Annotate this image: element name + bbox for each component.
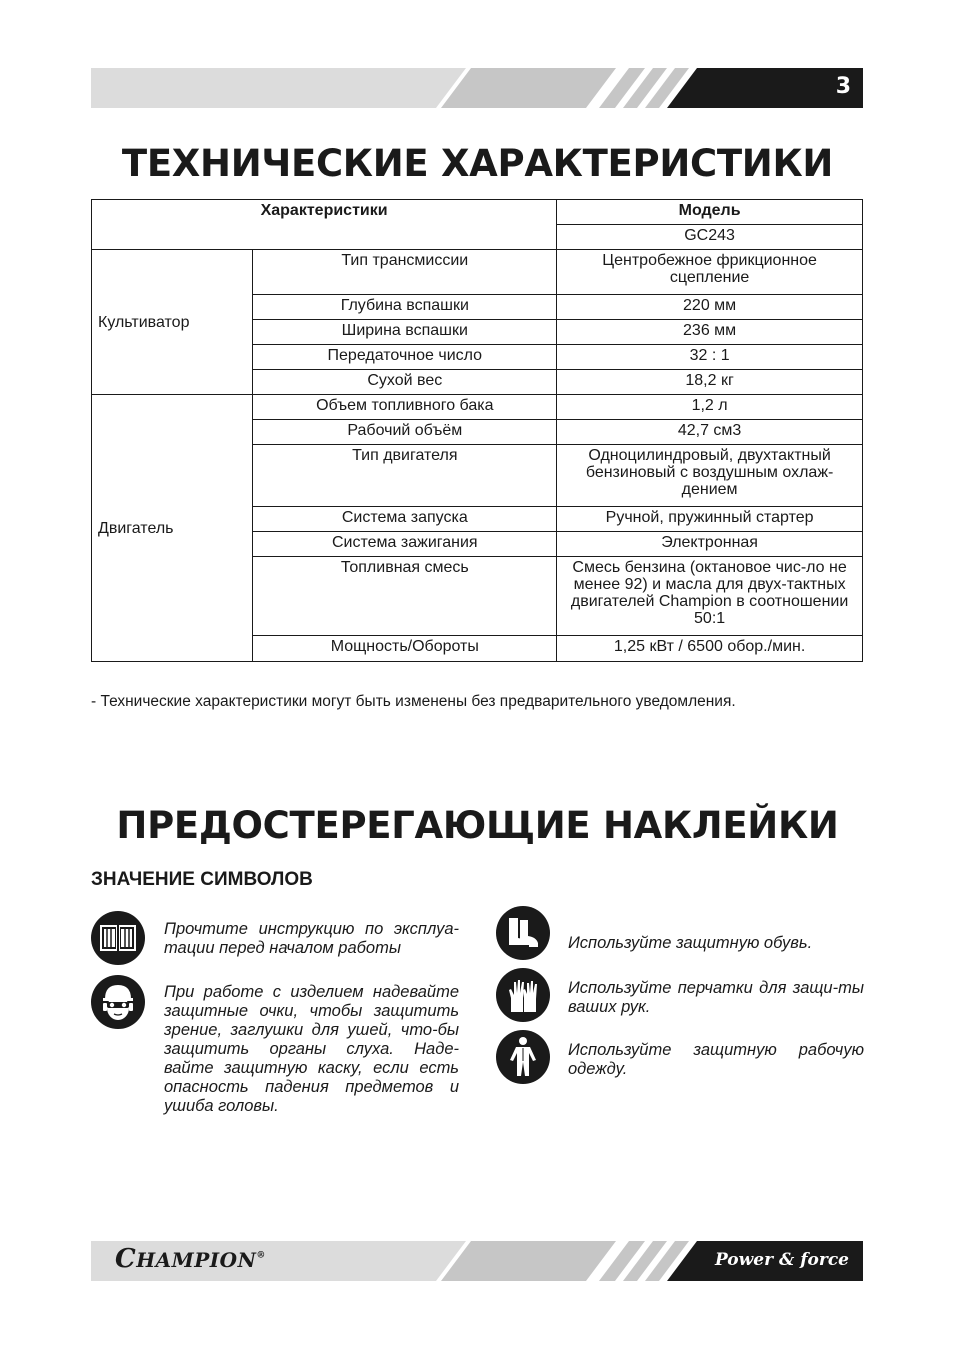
value-cell: Электронная <box>557 532 863 557</box>
value-cell: Смесь бензина (октановое чис-ло не менее 92) и масла для двух-тактных двигателей Champion в соотношении 50:1 <box>557 557 863 636</box>
footer-slogan: Power & force <box>714 1250 849 1270</box>
symbol-item <box>496 968 864 1028</box>
param-cell: Система зажигания <box>253 532 557 557</box>
section-title-stickers: ПРЕДОСТЕРЕГАЮЩИЕ НАКЛЕЙКИ <box>116 804 839 847</box>
group-cultivator: Культиватор <box>92 250 253 395</box>
param-cell: Объем топливного бака <box>253 395 557 420</box>
page-number: 3 <box>835 74 851 99</box>
model-name: GC243 <box>557 225 863 250</box>
param-cell: Рабочий объём <box>253 420 557 445</box>
work-clothes-icon <box>496 1030 550 1084</box>
value-cell: 1,2 л <box>557 395 863 420</box>
champion-logo: CHAMPION® <box>115 1244 266 1274</box>
symbol-text: Используйте перчатки для защи-ты ваших рук. <box>568 979 864 1016</box>
value-cell: 236 мм <box>557 320 863 345</box>
value-cell: 220 мм <box>557 295 863 320</box>
value-cell: Ручной, пружинный стартер <box>557 507 863 532</box>
footer-band <box>91 1241 863 1281</box>
safety-boots-icon <box>496 906 550 960</box>
symbol-item <box>91 911 461 971</box>
param-cell: Тип трансмиссии <box>253 250 557 295</box>
col-header-characteristics: Характеристики <box>92 200 557 250</box>
face-protection-icon <box>91 975 145 1029</box>
col-header-model: Модель <box>557 200 863 225</box>
param-cell: Сухой вес <box>253 370 557 395</box>
param-cell: Передаточное число <box>253 345 557 370</box>
symbol-text: Используйте защитную обувь. <box>568 934 813 952</box>
symbol-item <box>496 906 864 966</box>
symbol-text: При работе с изделием надевайте защитные очки, чтобы защитить зрение, заглушки для ушей, что-бы защитить органы слуха. Наде-вайте защитную каску, если есть опасность падения предметов и ушиба головы. <box>164 983 459 1115</box>
specs-note: - Технические характеристики могут быть изменены без предварительного уведомления. <box>91 693 736 710</box>
param-cell: Система запуска <box>253 507 557 532</box>
symbol-item <box>496 1030 864 1090</box>
symbol-item <box>91 975 461 1125</box>
header-stripes <box>91 68 863 108</box>
section-title-specs: ТЕХНИЧЕСКИЕ ХАРАКТЕРИСТИКИ <box>121 142 834 185</box>
symbols-subtitle: ЗНАЧЕНИЕ СИМВОЛОВ <box>91 869 313 890</box>
value-cell: 32 : 1 <box>557 345 863 370</box>
param-cell: Тип двигателя <box>253 445 557 507</box>
value-cell: 18,2 кг <box>557 370 863 395</box>
param-cell: Ширина вспашки <box>253 320 557 345</box>
manual-book-icon <box>91 911 145 965</box>
value-cell: Центробежное фрикционное сцепление <box>557 250 863 295</box>
symbol-text: Используйте защитную рабочую одежду. <box>568 1041 864 1078</box>
group-engine: Двигатель <box>92 395 253 662</box>
value-cell: 1,25 кВт / 6500 обор./мин. <box>557 636 863 662</box>
symbol-text: Прочтите инструкцию по эксплуа-тации перед началом работы <box>164 920 459 957</box>
param-cell: Мощность/Обороты <box>253 636 557 662</box>
param-cell: Топливная смесь <box>253 557 557 636</box>
value-cell: Одноцилиндровый, двухтактный бензиновый с воздушным охлаж-дением <box>557 445 863 507</box>
value-cell: 42,7 см3 <box>557 420 863 445</box>
param-cell: Глубина вспашки <box>253 295 557 320</box>
specs-table <box>91 199 863 662</box>
gloves-icon <box>496 968 550 1022</box>
header-band <box>91 68 863 108</box>
